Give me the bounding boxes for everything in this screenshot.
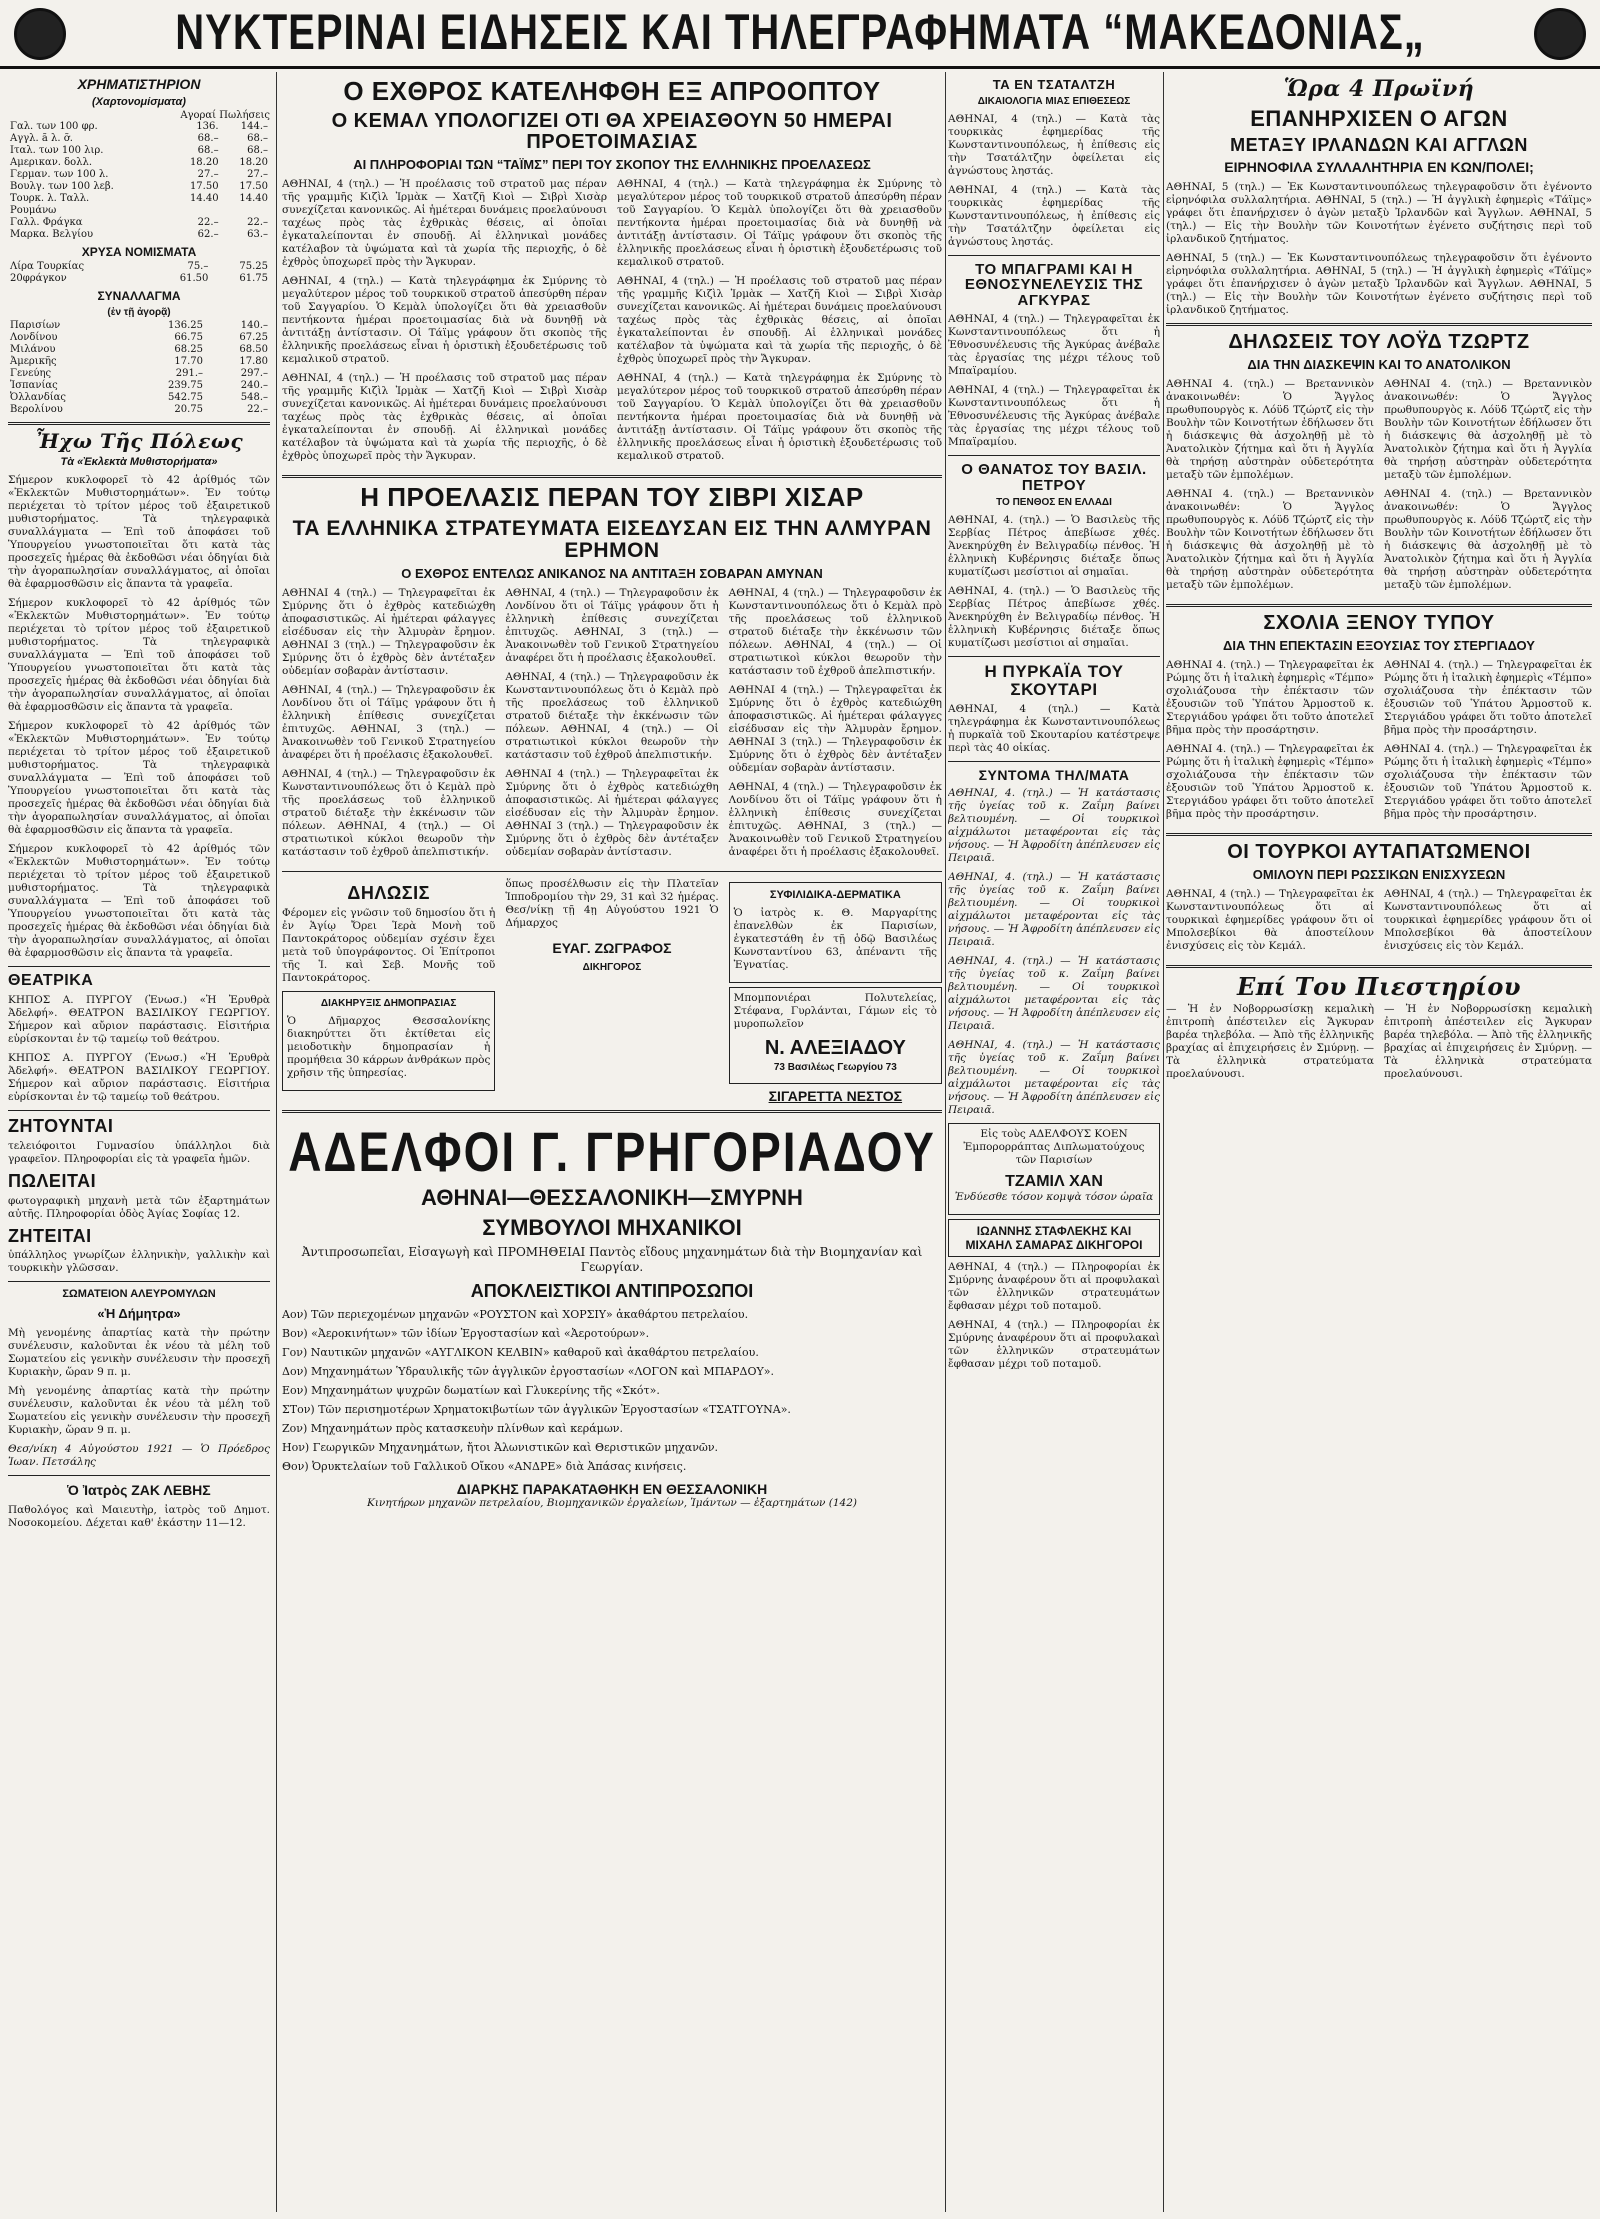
fx-row bbox=[8, 380, 270, 392]
col4-t2b: ΑΘΗΝΑΙ 4. (τηλ.) — Βρεταννικὸν ἀνακοινωθέν: Ὁ Ἄγγλος πρωθυπουργὸς κ. Λόϋδ Τζώρτζ εἰς τὴν Βουλὴν τῶν Κοινοτήτων ἐδήλωσεν ὅτι ἡ διάσκεψις θὰ ἀσχοληθῇ μὲ τὸ Ἀνατολικὸν ζήτημα καὶ ὅτι ἡ Ἀγγλία θὰ τηρήσῃ αὐστηρὰν οὐδετερότητα μεταξὺ τῶν ἐμπολέμων. bbox=[1166, 488, 1374, 592]
coin-row-buy: 61.50 bbox=[179, 273, 209, 284]
rate-row-buy: 18.20 bbox=[189, 157, 219, 168]
col3-t1b: ΑΘΗΝΑΙ, 4 (τηλ.) — Κατὰ τὰς τουρκικὰς ἐφημερίδας τῆς Κωνσταντινουπόλεως, ἡ ἐπίθεσις εἰς τὴν Τσατάλτζην ὀφείλεται εἰς ἀγνώστους ληστάς. bbox=[948, 183, 1160, 248]
coins-table bbox=[8, 261, 270, 285]
col4-h2: ΔΗΛΩΣΕΙΣ ΤΟΥ ΛΟΫΔ ΤΖΩΡΤΖ bbox=[1228, 331, 1530, 354]
rate-row bbox=[8, 169, 270, 181]
col4-h1c: ΕΙΡΗΝΟΦΙΛΑ ΣΥΛΛΑΛΗΤΗΡΙΑ ΕΝ ΚΩΝ/ΠΟΛΕΙ; bbox=[1224, 159, 1534, 176]
fx-row-name: Ἰσπανίας bbox=[10, 380, 58, 391]
fx-row-buy: 239.75 bbox=[168, 380, 204, 391]
section-text: Σήμερον κυκλοφορεῖ τὸ 42 ἀρίθμός τῶν «Ἐκλεκτῶν Μυθιστορημάτων». Ἐν τούτῳ περιέχεται τὸ τρίτον μέρος τοῦ ἐξαιρετικοῦ μυθιστορήματος. Τὰ τηλεγραφικὰ συναλλάγματα — Ἐπὶ τοῦ ἀποφάσει τοῦ Ὑπουργείου γνωστοποιεῖται ὅτι κατὰ τὰς προσεχεῖς ἡμέρας θὰ ἐκδοθῶσι νέαι ὁδηγίαι διὰ τὴν ἀγοραπωλησίαν συναλλάγματος, αἱ ὁποῖαι θὰ ἐφαρμοσθῶσιν εἰς ἅπαντα τὰ γραφεῖα. bbox=[8, 474, 270, 590]
fx-row bbox=[8, 392, 270, 404]
sale-text: φωτογραφικὴ μηχανὴ μετὰ τῶν ἐξαρτημάτων αὐτῆς. Πληροφορίαι ὁδὸς Ἀγίας Σοφίας 12. bbox=[8, 1194, 270, 1220]
bulletin-title: Ὥρα 4 Πρωϊνή bbox=[1283, 76, 1475, 102]
divider bbox=[282, 871, 942, 872]
coin-row-sell: 75.25 bbox=[239, 261, 268, 272]
col4-t4b: ΑΘΗΝΑΙ, 4 (τηλ.) — Τηλεγραφεῖται ἐκ Κωνσταντινουπόλεως ὅτι αἱ τουρκικαὶ ἐφημερίδες γράφουν ὅτι οἱ Μπολσεβίκοι θὰ ἀποστείλουν ἐνισχύσεις εἰς τὸν Κεμάλ. bbox=[1384, 888, 1592, 953]
col3-h4: Η ΠΥΡΚΑΪΑ ΤΟΥ ΣΚΟΥΤΑΡΙ bbox=[984, 662, 1124, 700]
rate-row-buy: 22.– bbox=[197, 217, 219, 228]
rate-row-name: Γαλλ. Φράγκα bbox=[10, 217, 83, 228]
doctor-text: Παθολόγος καὶ Μαιευτὴρ, ἰατρὸς τοῦ Δημοτ. Νοσοκομείου. Δέχεται καθ' ἑκάστην 11—12. bbox=[8, 1504, 270, 1530]
col4-story-4 bbox=[1166, 888, 1592, 959]
col4-t3b: ΑΘΗΝΑΙ 4. (τηλ.) — Τηλεγραφεῖται ἐκ Ρώμης ὅτι ἡ ἰταλικὴ ἐφημερὶς «Τέμπο» σχολιάζουσα τὴν ἐπέκτασιν τῶν ἐξουσιῶν τοῦ Ὑπάτου Ἁρμοστοῦ κ. Στεργιάδου γράφει ὅτι τοῦτο ἀποτελεῖ βῆμα πρὸς τὴν προσάρτησιν. bbox=[1166, 743, 1374, 821]
theatre-text: ΚΗΠΟΣ Α. ΠΥΡΓΟΥ (Ἐνωσ.) «Ἡ Ἐρυθρὰ Ἀδελφή». ΘΕΑΤΡΟΝ ΒΑΣΙΛΙΚΟΥ ΓΕΩΡΓΙΟΥ. Σήμερον καὶ αὔριον παράστασις. Εἰσιτήρια εὑρίσκονται ἐν τῷ ταμείῳ τοῦ θεάτρου. bbox=[8, 993, 270, 1045]
rate-row-name: Αγγλ. ã λ. ỡ. bbox=[10, 133, 73, 144]
theatre-title: ΘΕΑΤΡΙΚΑ bbox=[8, 972, 94, 989]
col3-t3: ΑΘΗΝΑΙ, 4. (τηλ.) — Ὁ Βασιλεὺς τῆς Σερβίας Πέτρος ἀπεβίωσε χθές. Ἀνεκηρύχθη ἐν Βελιγραδίῳ πένθος. Ἡ ἑλληνικὴ Κυβέρνησις διέταξε ὅπως κυματίζωσι μεσίστιοι αἱ σημαῖαι. bbox=[948, 514, 1160, 579]
story-2-c3: ΑΘΗΝΑΙ, 4 (τηλ.) — Τηλεγραφοῦσιν ἐκ Λονδίνου ὅτι οἱ Τάϊμς γράφουν ὅτι ἡ ἑλληνικὴ ἐπίθεσις συνεχίζεται ἐπιτυχῶς. ΑΘΗΝΑΙ, 3 (τηλ.) — Ἀνακοινωθὲν τοῦ Γενικοῦ Στρατηγείου ἀναφέρει ὅτι ἡ προέλασις ἐξακολουθεῖ. bbox=[728, 780, 942, 858]
rate-row-sell: 17.50 bbox=[239, 181, 268, 192]
ad-tailor-slogan: Ἐνδύεσθε τόσον κομψὰ τόσον ὡραῖα bbox=[954, 1190, 1154, 1203]
story-2 bbox=[282, 587, 942, 865]
fx-row-sell: 68.50 bbox=[239, 344, 268, 355]
col4-h1b: ΜΕΤΑΞΥ ΙΡΛΑΝΔΩΝ ΚΑΙ ΑΓΓΛΩΝ bbox=[1230, 135, 1528, 156]
ad-lawyers bbox=[948, 1219, 1160, 1257]
headline-2-sub: ΤΑ ΕΛΛΗΝΙΚΑ ΣΤΡΑΤΕΥΜΑΤΑ ΕΙΣΕΔΥΣΑΝ ΕΙΣ ΤΗΝ ΑΛΜΥΡΑΝ ΕΡΗΜΟΝ bbox=[292, 516, 932, 562]
divider bbox=[1166, 323, 1592, 326]
story-1-a2: ΑΘΗΝΑΙ, 4 (τηλ.) — Κατὰ τηλεγράφημα ἐκ Σμύρνης τὸ μεγαλύτερον μέρος τοῦ τουρκικοῦ στρατοῦ ἀπεσύρθη πέραν τοῦ Σαγγαρίου. Ὁ Κεμὰλ ὑπολογίζει ὅτι θὰ χρειασθοῦν πεντήκοντα ἡμέραι προετοιμασίας διὰ νὰ δυνηθῇ νὰ ἀντιτάξῃ ἀντίστασιν. Οἱ Τάϊμς γράφουν ὅτι σκοπὸς τῆς ἑλληνικῆς προελάσεως εἶναι ἡ ὁριστικὴ ἐξουδετέρωσις τοῦ κεμαλικοῦ στρατοῦ. bbox=[282, 275, 607, 366]
col3-t5c: ΑΘΗΝΑΙ, 4. (τηλ.) — Ἡ κατάστασις τῆς ὑγείας τοῦ κ. Ζαΐμη βαίνει βελτιουμένη. — Οἱ τουρκικοὶ αἰχμάλωτοι μεταφέρονται εἰς τὰς νήσους. — Ἡ Ἀφροδίτη ἀπέπλευσεν εἰς Πειραιᾶ. bbox=[948, 954, 1160, 1032]
fx-row-sell: 67.25 bbox=[239, 332, 268, 343]
divider bbox=[948, 455, 1160, 456]
declaration-2-text: ὅπως προσέλθωσιν εἰς τὴν Πλατεῖαν Ἱπποδρομίου τὴν 29, 31 καὶ 32 ἡμέρας. Θεσ/νίκῃ τῇ 4ῃ Αὐγούστου 1921 Ὁ Δήμαρχος bbox=[505, 877, 719, 929]
col3-t1: ΑΘΗΝΑΙ, 4 (τηλ.) — Κατὰ τὰς τουρκικὰς ἐφημερίδας τῆς Κωνσταντινουπόλεως, ἡ ἐπίθεσις εἰς τὴν Τσατάλτζην ὀφείλεται εἰς ἀγνώστους ληστάς. bbox=[948, 112, 1160, 177]
emblem-left-icon bbox=[14, 8, 66, 60]
emblem-right-icon bbox=[1534, 8, 1586, 60]
section-title: Ἦχω Τῆς Πόλεως bbox=[34, 429, 244, 453]
col3-t4: ΑΘΗΝΑΙ, 4 (τηλ.) — Κατὰ τηλεγράφημα ἐκ Κωνσταντινουπόλεως ἡ πυρκαϊὰ τοῦ Σκουταρίου κατέστρεψε περὶ τὰς 40 οἰκίας. bbox=[948, 703, 1160, 755]
col4-story-2 bbox=[1166, 378, 1592, 598]
rate-row-name: Μαρκα. Βελγίου bbox=[10, 229, 94, 240]
column-2 bbox=[282, 72, 942, 2212]
divider bbox=[1166, 833, 1592, 836]
ad-perfume-text: Μπομπονιέραι Πολυτελείας, Στέφανα, Γυρλάνται, Γάμων εἰς τὸ μυροπωλεῖον bbox=[733, 991, 937, 1030]
col4-t5b: — Ἡ ἐν Νοβορρωσίσκῃ κεμαλικὴ ἐπιτροπὴ ἀπέστειλεν εἰς Ἄγκυραν βαρέα τηλεβόλα. — Ἀπὸ τῆς ἑλληνικῆς βραχίας αἱ ἐπιχειρήσεις ἐν Σμύρνῃ. — Τὰ ἑλληνικὰ στρατεύματα προελαύνουσι. bbox=[1384, 1003, 1592, 1081]
story-1-b: ΑΘΗΝΑΙ, 4 (τηλ.) — Κατὰ τηλεγράφημα ἐκ Σμύρνης τὸ μεγαλύτερον μέρος τοῦ τουρκικοῦ στρατοῦ ἀπεσύρθη πέραν τοῦ Σαγγαρίου. Ὁ Κεμὰλ ὑπολογίζει ὅτι θὰ χρειασθοῦν πεντήκοντα ἡμέραι προετοιμασίας διὰ νὰ δυνηθῇ νὰ ἀντιτάξῃ ἀντίστασιν. Οἱ Τάϊμς γράφουν ὅτι σκοπὸς τῆς ἑλληνικῆς προελάσεως εἶναι ἡ ὁριστικὴ ἐξουδετέρωσις τοῦ κεμαλικοῦ στρατοῦ. bbox=[617, 178, 942, 269]
col4-t2c: ΑΘΗΝΑΙ 4. (τηλ.) — Βρεταννικὸν ἀνακοινωθέν: Ὁ Ἄγγλος πρωθυπουργὸς κ. Λόϋδ Τζώρτζ εἰς τὴν Βουλὴν τῶν Κοινοτήτων ἐδήλωσεν ὅτι ἡ διάσκεψις θὰ ἀσχοληθῇ μὲ τὸ Ἀνατολικὸν ζήτημα καὶ ὅτι ἡ Ἀγγλία θὰ τηρήσῃ αὐστηρὰν οὐδετερότητα μεταξὺ τῶν ἐμπολέμων. bbox=[1384, 378, 1592, 482]
column-3 bbox=[948, 72, 1160, 2212]
section-text-2: Σήμερον κυκλοφορεῖ τὸ 42 ἀρίθμός τῶν «Ἐκλεκτῶν Μυθιστορημάτων». Ἐν τούτῳ περιέχεται τὸ τρίτον μέρος τοῦ ἐξαιρετικοῦ μυθιστορήματος. Τὰ τηλεγραφικὰ συναλλάγματα — Ἐπὶ τοῦ ἀποφάσει τοῦ Ὑπουργείου γνωστοποιεῖται ὅτι κατὰ τὰς προσεχεῖς ἡμέρας θὰ ἐκδοθῶσι νέαι ὁδηγίαι διὰ τὴν ἀγοραπωλησίαν συναλλάγματος, αἱ ὁποῖαι θὰ ἐφαρμοσθῶσιν εἰς ἅπαντα τὰ γραφεῖα. bbox=[8, 597, 270, 713]
fx-row-name: Βερολίνου bbox=[10, 404, 63, 415]
headline-main: Ο ΕΧΘΡΟΣ ΚΑΤΕΛΗΦΘΗ ΕΞ ΑΠΡΟΟΠΤΟΥ bbox=[343, 76, 881, 106]
fx-row-sell: 140.– bbox=[240, 320, 268, 331]
grigoriadou-line: Ἀντιπροσωπεῖαι, Εἰσαγωγὴ καὶ ΠΡΟΜΗΘΕΙΑΙ Παντὸς εἴδους μηχανημάτων διὰ τὴν Βιομηχανίαν καὶ Γεωργίαν. bbox=[301, 1244, 923, 1274]
rate-row bbox=[8, 145, 270, 157]
grigoriadou-item: ΣΤον) Τῶν περισημοτέρων Χρηματοκιβωτίων τῶν ἀγγλικῶν Ἐργοστασίων «ΤΣΑΤΓΟΥΝΑ». bbox=[282, 1402, 791, 1416]
ad-perfume-title: Ν. ΑΛΕΞΙΑΔΟΥ bbox=[764, 1036, 906, 1059]
col3-t3b: ΑΘΗΝΑΙ, 4. (τηλ.) — Ὁ Βασιλεὺς τῆς Σερβίας Πέτρος ἀπεβίωσε χθές. Ἀνεκηρύχθη ἐν Βελιγραδίῳ πένθος. Ἡ ἑλληνικὴ Κυβέρνησις διέταξε ὅπως κυματίζωσι μεσίστιοι αἱ σημαῖαι. bbox=[948, 585, 1160, 650]
fx-row-sell: 297.– bbox=[240, 368, 268, 379]
section-text-4: Σήμερον κυκλοφορεῖ τὸ 42 ἀρίθμός τῶν «Ἐκλεκτῶν Μυθιστορημάτων». Ἐν τούτῳ περιέχεται τὸ τρίτον μέρος τοῦ ἐξαιρετικοῦ μυθιστορήματος. Τὰ τηλεγραφικὰ συναλλάγματα — Ἐπὶ τοῦ ἀποφάσει τοῦ Ὑπουργείου γνωστοποιεῖται ὅτι κατὰ τὰς προσεχεῖς ἡμέρας θὰ ἐκδοθῶσι νέαι ὁδηγίαι διὰ τὴν ἀγοραπωλησίαν συναλλάγματος, αἱ ὁποῖαι θὰ ἐφαρμοσθῶσιν εἰς ἅπαντα τὰ γραφεῖα. bbox=[8, 843, 270, 959]
fx-row-buy: 17.70 bbox=[174, 356, 204, 367]
rate-row-sell: 68.– bbox=[247, 133, 268, 144]
section-lead: Τὰ «Ἐκλεκτὰ Μυθιστορήματα» bbox=[60, 456, 218, 468]
rate-row-buy: 68.– bbox=[197, 145, 219, 156]
assoc-title: ΣΩΜΑΤΕΙΟΝ ΑΛΕΥΡΟΜΥΛΩΝ bbox=[62, 1288, 216, 1301]
grigoriadou-sub: ΣΥΜΒΟΥΛΟΙ ΜΗΧΑΝΙΚΟΙ bbox=[482, 1214, 742, 1240]
rate-row-name: Αμερικαν. δολλ. bbox=[10, 157, 93, 168]
col3-h1: ΤΑ ΕΝ ΤΣΑΤΑΛΤΖΗ bbox=[992, 77, 1116, 92]
ad-cigarettes: ΣΙΓΑΡΕΤΤΑ ΝΕΣΤΟΣ bbox=[768, 1087, 903, 1104]
wanted-2-text: ὑπάλληλος γνωρίζων ἑλληνικὴν, γαλλικὴν καὶ τουρκικὴν γλῶσσαν. bbox=[8, 1249, 270, 1275]
rate-row bbox=[8, 121, 270, 133]
col3-h5: ΣΥΝΤΟΜΑ ΤΗΛ/ΜΑΤΑ bbox=[978, 767, 1130, 784]
fx-table bbox=[8, 320, 270, 416]
fx-row-buy: 68.25 bbox=[174, 344, 204, 355]
col4-t2: ΑΘΗΝΑΙ 4. (τηλ.) — Βρεταννικὸν ἀνακοινωθέν: Ὁ Ἄγγλος πρωθυπουργὸς κ. Λόϋδ Τζώρτζ εἰς τὴν Βουλὴν τῶν Κοινοτήτων ἐδήλωσεν ὅτι ἡ διάσκεψις θὰ ἀσχοληθῇ μὲ τὸ Ἀνατολικὸν ζήτημα καὶ ὅτι ἡ Ἀγγλία θὰ τηρήσῃ αὐστηρὰν οὐδετερότητα μεταξὺ τῶν ἐμπολέμων. bbox=[1166, 378, 1374, 482]
headline-sub: Ο ΚΕΜΑΛ ΥΠΟΛΟΓΙΖΕΙ ΟΤΙ ΘΑ ΧΡΕΙΑΣΘΟΥΝ 50 ΗΜΕΡΑΙ ΠΡΟΕΤΟΙΜΑΣΙΑΣ bbox=[331, 110, 893, 154]
rate-row-name: Ιταλ. των 100 λιρ. bbox=[10, 145, 104, 156]
rate-row bbox=[8, 205, 270, 217]
coin-row bbox=[8, 273, 270, 285]
rate-row-sell: 63.– bbox=[247, 229, 268, 240]
divider bbox=[948, 656, 1160, 657]
rate-row bbox=[8, 217, 270, 229]
fx-row bbox=[8, 368, 270, 380]
fx-row bbox=[8, 332, 270, 344]
ad-medical bbox=[729, 882, 942, 983]
col4-h4: ΟΙ ΤΟΥΡΚΟΙ ΑΥΤΑΠΑΤΩΜΕΝΟΙ bbox=[1227, 841, 1531, 864]
grigoriadou-item: Θον) Ὀρυκτελαίων τοῦ Γαλλικοῦ Οἴκου «ΑΝΔΡΕ» διὰ Ἀπάσας κινήσεις. bbox=[282, 1459, 687, 1473]
story-2-a: ΑΘΗΝΑΙ 4 (τηλ.) — Τηλεγραφεῖται ἐκ Σμύρνης ὅτι ὁ ἐχθρὸς κατεδιώχθη ἀποφασιστικῶς. Αἱ ἡμέτεραι φάλαγγες εἰσέδυσαν εἰς τὴν Ἁλμυρὰν ἔρημον. ΑΘΗΝΑΙ 3 (τηλ.) — Τηλεγραφοῦσιν ἐκ Σμύρνης ὅτι ὁ ἐχθρὸς δὲν ἀντέταξεν οὐδεμίαν σοβαρὰν ἀντίστασιν. bbox=[282, 586, 496, 677]
divider bbox=[8, 966, 270, 967]
coin-row-name: 20φράγκον bbox=[10, 273, 67, 284]
story-1 bbox=[282, 178, 942, 469]
col4-t1: ΑΘΗΝΑΙ, 5 (τηλ.) — Ἐκ Κωνσταντινουπόλεως τηλεγραφοῦσιν ὅτι ἐγένοντο εἰρηνόφιλα συλλαλητήρια. ΑΘΗΝΑΙ, 5 (τηλ.) — Ἡ ἀγγλικὴ ἐφημερὶς «Τάϊμς» γράφει ὅτι ἐπανήρχισεν ὁ ἀγὼν μεταξὺ Ἰρλανδῶν καὶ Ἄγγλων. ΑΘΗΝΑΙ, 5 (τηλ.) — Εἰς τὴν Βουλὴν τῶν Κοινοτήτων ἐγένετο συζήτησις περὶ τοῦ ἰρλανδικοῦ ζητήματος. bbox=[1166, 181, 1592, 246]
rate-row-buy: 68.– bbox=[197, 133, 219, 144]
divider bbox=[8, 1281, 270, 1282]
col4-t2d: ΑΘΗΝΑΙ 4. (τηλ.) — Βρεταννικὸν ἀνακοινωθέν: Ὁ Ἄγγλος πρωθυπουργὸς κ. Λόϋδ Τζώρτζ εἰς τὴν Βουλὴν τῶν Κοινοτήτων ἐδήλωσεν ὅτι ἡ διάσκεψις θὰ ἀσχοληθῇ μὲ τὸ Ἀνατολικὸν ζήτημα καὶ ὅτι ἡ Ἀγγλία θὰ τηρήσῃ αὐστηρὰν οὐδετερότητα μεταξὺ τῶν ἐμπολέμων. bbox=[1384, 488, 1592, 592]
wanted-2-title: ΖΗΤΕΙΤΑΙ bbox=[8, 1225, 92, 1246]
story-2-a2: ΑΘΗΝΑΙ, 4 (τηλ.) — Τηλεγραφοῦσιν ἐκ Λονδίνου ὅτι οἱ Τάϊμς γράφουν ὅτι ἡ ἑλληνικὴ ἐπίθεσις συνεχίζεται ἐπιτυχῶς. ΑΘΗΝΑΙ, 3 (τηλ.) — Ἀνακοινωθὲν τοῦ Γενικοῦ Στρατηγείου ἀναφέρει ὅτι ἡ προέλασις ἐξακολουθεῖ. bbox=[282, 683, 496, 761]
col3-h3b: ΤΟ ΠΕΝΘΟΣ ΕΝ ΕΛΛΑΔΙ bbox=[996, 497, 1112, 509]
fx-row bbox=[8, 344, 270, 356]
grigoriadou-item: Δον) Μηχανημάτων Ὑδραυλικῆς τῶν ἀγγλικῶν ἐργοστασίων «ΛΟΓΟΝ καὶ ΜΠΑΡΔΟΥ». bbox=[282, 1364, 774, 1378]
divider bbox=[8, 1110, 270, 1111]
col4-t3d: ΑΘΗΝΑΙ 4. (τηλ.) — Τηλεγραφεῖται ἐκ Ρώμης ὅτι ἡ ἰταλικὴ ἐφημερὶς «Τέμπο» σχολιάζουσα τὴν ἐπέκτασιν τῶν ἐξουσιῶν τοῦ Ὑπάτου Ἁρμοστοῦ κ. Στεργιάδου γράφει ὅτι τοῦτο ἀποτελεῖ βῆμα πρὸς τὴν προσάρτησιν. bbox=[1384, 743, 1592, 821]
fx-row bbox=[8, 404, 270, 416]
rate-row-name: Ρουμάνω bbox=[10, 205, 57, 216]
declaration-text: Φέρομεν εἰς γνῶσιν τοῦ δημοσίου ὅτι ἡ ἐν Ἁγίῳ Ὄρει Ἱερὰ Μονὴ τοῦ Παντοκράτορος οὐδεμίαν σχέσιν ἔχει μετὰ τοῦ ὑπογράφοντος. Οἱ Ἐπίτροποι τῆς Ἱ. καὶ Σεβ. Μονῆς τοῦ Παντοκράτορος. bbox=[282, 906, 496, 984]
ad-medical-title: ΣΥΦΙΛΙΔΙΚΑ-ΔΕΡΜΑΤΙΚΑ bbox=[769, 888, 901, 901]
story-2-b2: ΑΘΗΝΑΙ, 4 (τηλ.) — Τηλεγραφοῦσιν ἐκ Κωνσταντινουπόλεως ὅτι ὁ Κεμὰλ πρὸ τῆς προελάσεως τοῦ ἑλληνικοῦ στρατοῦ διέταξε τὴν ἐκκένωσιν τῶν πόλεων. ΑΘΗΝΑΙ, 4 (τηλ.) — Οἱ στρατιωτικοὶ κύκλοι θεωροῦν τὴν κατάστασιν τοῦ ἐχθροῦ ἀπελπιστικήν. bbox=[505, 670, 719, 761]
fx-row-name: Ὀλλανδίας bbox=[10, 392, 67, 403]
rate-row-buy: 27.– bbox=[197, 169, 219, 180]
rate-row-name: Βουλγ. των 100 λεβ. bbox=[10, 181, 114, 192]
column-1 bbox=[8, 72, 270, 2212]
fx-row-buy: 66.75 bbox=[174, 332, 204, 343]
col3-t6b: ΑΘΗΝΑΙ, 4 (τηλ.) — Πληροφορίαι ἐκ Σμύρνης ἀναφέρουν ὅτι αἱ προφυλακαὶ τῶν ἑλληνικῶν στρατευμάτων ἔφθασαν μέχρι τοῦ ποταμοῦ. bbox=[948, 1318, 1160, 1370]
divider bbox=[8, 422, 270, 425]
grigoriadou-item: Εον) Μηχανημάτων ψυχρῶν δωματίων καὶ Γλυκερίνης τῆς «Σκότ». bbox=[282, 1383, 660, 1397]
grigoriadou-foot: ΔΙΑΡΚΗΣ ΠΑΡΑΚΑΤΑΘΗΚΗ ΕΝ ΘΕΣΣΑΛΟΝΙΚΗ bbox=[456, 1480, 768, 1497]
grigoriadou-item: Γον) Ναυτικῶν μηχανῶν «ΑΥΓΛΙΚΟΝ ΚΕΛΒΙΝ» καθαροῦ καὶ ἀκαθάρτου πετρελαίου. bbox=[282, 1345, 759, 1359]
doctor-title: Ὁ Ἰατρὸς ΖΑΚ ΛΕΒΗΣ bbox=[67, 1482, 211, 1499]
masthead-title: ΝΥΚΤΕΡΙΝΑΙ ΕΙΔΗΣΕΙΣ ΚΑΙ ΤΗΛΕΓΡΑΦΗΜΑΤΑ “ΜΑΚΕΔΟΝΙΑΣ„ bbox=[175, 4, 1425, 60]
fx-row-name: Λονδίνου bbox=[10, 332, 58, 343]
col4-story-3 bbox=[1166, 659, 1592, 827]
coin-row bbox=[8, 261, 270, 273]
story-2-c: ΑΘΗΝΑΙ, 4 (τηλ.) — Τηλεγραφοῦσιν ἐκ Κωνσταντινουπόλεως ὅτι ὁ Κεμὰλ πρὸ τῆς προελάσεως τοῦ ἑλληνικοῦ στρατοῦ διέταξε τὴν ἐκκένωσιν τῶν πόλεων. ΑΘΗΝΑΙ, 4 (τηλ.) — Οἱ στρατιωτικοὶ κύκλοι θεωροῦν τὴν κατάστασιν τοῦ ἐχθροῦ ἀπελπιστικήν. bbox=[728, 586, 942, 677]
rate-row-sell: 27.– bbox=[247, 169, 268, 180]
rates-header: Αγοραί Πωλήσεις bbox=[180, 110, 270, 121]
column-divider bbox=[945, 72, 946, 2212]
lawyer-text: ΔΙΚΗΓΟΡΟΣ bbox=[582, 961, 642, 973]
col4-h3b: ΔΙΑ ΤΗΝ ΕΠΕΚΤΑΣΙΝ ΕΞΟΥΣΙΑΣ ΤΟΥ ΣΤΕΡΓΙΑΔΟΥ bbox=[1223, 638, 1535, 654]
fx-row-buy: 136.25 bbox=[168, 320, 204, 331]
grigoriadou-item: Ζον) Μηχανημάτων πρὸς κατασκευὴν πλίνθων καὶ κεράμων. bbox=[282, 1421, 623, 1435]
grigoriadou-title: ΑΔΕΛΦΟΙ Γ. ΓΡΗΓΟΡΙΑΔΟΥ bbox=[288, 1120, 936, 1183]
rate-row-sell: 68.– bbox=[247, 145, 268, 156]
fx-row-buy: 20.75 bbox=[174, 404, 204, 415]
fx-title: ΣΥΝΑΛΛΑΓΜΑ bbox=[97, 289, 181, 303]
rate-row-name: Γαλ. των 100 φρ. bbox=[10, 121, 98, 132]
story-2-a3: ΑΘΗΝΑΙ, 4 (τηλ.) — Τηλεγραφοῦσιν ἐκ Κωνσταντινουπόλεως ὅτι ὁ Κεμὰλ πρὸ τῆς προελάσεως τοῦ ἑλληνικοῦ στρατοῦ διέταξε τὴν ἐκκένωσιν τῶν πόλεων. ΑΘΗΝΑΙ, 4 (τηλ.) — Οἱ στρατιωτικοὶ κύκλοι θεωροῦν τὴν κατάστασιν τοῦ ἐχθροῦ ἀπελπιστικήν. bbox=[282, 767, 496, 858]
ad-lawyers-text: ΙΩΑΝΝΗΣ ΣΤΑΦΛΕΚΗΣ ΚΑΙ ΜΙΧΑΗΛ ΣΑΜΑΡΑΣ ΔΙΚΗΓΟΡΟΙ bbox=[965, 1223, 1143, 1252]
col4-t3c: ΑΘΗΝΑΙ 4. (τηλ.) — Τηλεγραφεῖται ἐκ Ρώμης ὅτι ἡ ἰταλικὴ ἐφημερὶς «Τέμπο» σχολιάζουσα τὴν ἐπέκτασιν τῶν ἐξουσιῶν τοῦ Ὑπάτου Ἁρμοστοῦ κ. Στεργιάδου γράφει ὅτι τοῦτο ἀποτελεῖ βῆμα πρὸς τὴν προσάρτησιν. bbox=[1384, 659, 1592, 737]
divider bbox=[282, 1110, 942, 1113]
rate-row bbox=[8, 193, 270, 205]
story-2-b3: ΑΘΗΝΑΙ 4 (τηλ.) — Τηλεγραφεῖται ἐκ Σμύρνης ὅτι ὁ ἐχθρὸς κατεδιώχθη ἀποφασιστικῶς. Αἱ ἡμέτεραι φάλαγγες εἰσέδυσαν εἰς τὴν Ἁλμυρὰν ἔρημον. ΑΘΗΝΑΙ 3 (τηλ.) — Τηλεγραφοῦσιν ἐκ Σμύρνης ὅτι ὁ ἐχθρὸς δὲν ἀντέταξεν οὐδεμίαν σοβαρὰν ἀντίστασιν. bbox=[505, 767, 719, 858]
column-divider bbox=[1163, 72, 1164, 2212]
rate-row-buy: 136. bbox=[196, 121, 219, 132]
rate-row-sell bbox=[221, 205, 270, 217]
grigoriadou-list bbox=[282, 1308, 942, 1473]
fx-row-name: Παρισίων bbox=[10, 320, 61, 331]
rate-row bbox=[8, 157, 270, 169]
col4-h1: ΕΠΑΝΗΡΧΙΣΕΝ Ο ΑΓΩΝ bbox=[1250, 106, 1508, 132]
masthead bbox=[0, 0, 1600, 69]
grigoriadou-exclusive: ΑΠΟΚΛΕΙΣΤΙΚΟΙ ΑΝΤΙΠΡΟΣΩΠΟΙ bbox=[470, 1280, 754, 1301]
assoc-sign: Θεσ/νίκη 4 Αὐγούστου 1921 — Ὁ Πρόεδρος Ἰωαν. Πετσάλης bbox=[8, 1443, 270, 1469]
col4-t4: ΑΘΗΝΑΙ, 4 (τηλ.) — Τηλεγραφεῖται ἐκ Κωνσταντινουπόλεως ὅτι αἱ τουρκικαὶ ἐφημερίδες γράφουν ὅτι οἱ Μπολσεβίκοι θὰ ἀποστείλουν ἐνισχύσεις εἰς τὸν Κεμάλ. bbox=[1166, 888, 1374, 953]
fx-row-buy: 291.– bbox=[175, 368, 204, 379]
rate-row-sell: 18.20 bbox=[239, 157, 268, 168]
auction-text: Ὁ Δῆμαρχος Θεσσαλονίκης διακηρύττει ὅτι ἐκτίθεται εἰς μειοδοτικὴν δημοπρασίαν ἡ προμήθεια 30 κάρρων ἀνθράκων πρὸς χρῆσιν τῆς ὑπηρεσίας. bbox=[287, 1014, 491, 1079]
story-2-c2: ΑΘΗΝΑΙ 4 (τηλ.) — Τηλεγραφεῖται ἐκ Σμύρνης ὅτι ὁ ἐχθρὸς κατεδιώχθη ἀποφασιστικῶς. Αἱ ἡμέτεραι φάλαγγες εἰσέδυσαν εἰς τὴν Ἁλμυρὰν ἔρημον. ΑΘΗΝΑΙ 3 (τηλ.) — Τηλεγραφοῦσιν ἐκ Σμύρνης ὅτι ὁ ἐχθρὸς δὲν ἀντέταξεν οὐδεμίαν σοβαρὰν ἀντίστασιν. bbox=[728, 683, 942, 774]
column-4 bbox=[1166, 72, 1592, 2212]
fx-row-sell: 240.– bbox=[240, 380, 268, 391]
rate-row bbox=[8, 229, 270, 241]
coin-row-sell: 61.75 bbox=[239, 273, 268, 284]
assoc-subtitle: «Ἡ Δήμητρα» bbox=[97, 1306, 181, 1322]
rate-row-sell: 22.– bbox=[247, 217, 268, 228]
wanted-title: ΖΗΤΟΥΝΤΑΙ bbox=[8, 1115, 114, 1136]
fx-row-name: Γενεύης bbox=[10, 368, 52, 379]
fx-row-sell: 22.– bbox=[247, 404, 268, 415]
exchange-title: ΧΡΗΜΑΤΙΣΤΗΡΙΟΝ bbox=[77, 76, 201, 92]
rate-row-sell: 144.– bbox=[240, 121, 268, 132]
col4-h5: Επί Του Πιεστηρίου bbox=[1236, 972, 1522, 1002]
ad-perfume bbox=[729, 987, 942, 1084]
col3-h1b: ΔΙΚΑΙΟΛΟΓΙΑ ΜΙΑΣ ΕΠΙΘΕΣΕΩΣ bbox=[977, 95, 1131, 107]
divider bbox=[282, 475, 942, 478]
rate-row bbox=[8, 181, 270, 193]
grigoriadou-item: Αον) Τῶν περιεχομένων μηχανῶν «ΡΟΥΣΤΟΝ καὶ ΧΟΡΣΙΥ» ἀκαθάρτου πετρελαίου. bbox=[282, 1307, 749, 1321]
col4-h4b: ΟΜΙΛΟΥΝ ΠΕΡΙ ΡΩΣΣΙΚΩΝ ΕΝΙΣΧΥΣΕΩΝ bbox=[1252, 867, 1506, 883]
exchange-subtitle: (Χαρτονομίσματα) bbox=[92, 96, 186, 108]
rate-row-buy: 17.50 bbox=[189, 181, 219, 192]
fx-row-buy: 542.75 bbox=[168, 392, 204, 403]
auction-title: ΔΙΑΚΗΡΥΞΙΣ ΔΗΜΟΠΡΑΣΙΑΣ bbox=[320, 997, 457, 1009]
rate-row-sell: 14.40 bbox=[239, 193, 268, 204]
coin-row-buy: 75.– bbox=[187, 261, 209, 272]
rate-row bbox=[8, 133, 270, 145]
grigoriadou-item: Ηον) Γεωργικῶν Μηχανημάτων, ἤτοι Ἀλωνιστικῶν καὶ Θεριστικῶν μηχανῶν. bbox=[282, 1440, 719, 1454]
lawyer-title: ΕΥΑΓ. ΖΩΓΡΑΦΟΣ bbox=[552, 939, 672, 956]
grigoriadou-item: Βον) «Ἀεροκινήτων» τῶν ἰδίων Ἐργοστασίων καὶ «Ἀεροτούρων». bbox=[282, 1326, 650, 1340]
story-1-b3: ΑΘΗΝΑΙ, 4 (τηλ.) — Κατὰ τηλεγράφημα ἐκ Σμύρνης τὸ μεγαλύτερον μέρος τοῦ τουρκικοῦ στρατοῦ ἀπεσύρθη πέραν τοῦ Σαγγαρίου. Ὁ Κεμὰλ ὑπολογίζει ὅτι θὰ χρειασθοῦν πεντήκοντα ἡμέραι προετοιμασίας διὰ νὰ δυνηθῇ νὰ ἀντιτάξῃ ἀντίστασιν. Οἱ Τάϊμς γράφουν ὅτι σκοπὸς τῆς ἑλληνικῆς προελάσεως εἶναι ἡ ὁριστικὴ ἐξουδετέρωσις τοῦ κεμαλικοῦ στρατοῦ. bbox=[617, 372, 942, 463]
headline-2-sub-2: Ο ΕΧΘΡΟΣ ΕΝΤΕΛΩΣ ΑΝΙΚΑΝΟΣ ΝΑ ΑΝΤΙΤΑΞΗ ΣΟΒΑΡΑΝ ΑΜΥΝΑΝ bbox=[401, 565, 823, 581]
fx-row-name: Ἀμερικῆς bbox=[10, 356, 57, 367]
col3-t6: ΑΘΗΝΑΙ, 4 (τηλ.) — Πληροφορίαι ἐκ Σμύρνης ἀναφέρουν ὅτι αἱ προφυλακαὶ τῶν ἑλληνικῶν στρατευμάτων ἔφθασαν μέχρι τοῦ ποταμοῦ. bbox=[948, 1260, 1160, 1312]
col4-h2b: ΔΙΑ ΤΗΝ ΔΙΑΣΚΕΨΙΝ ΚΑΙ ΤΟ ΑΝΑΤΟΛΙΚΟΝ bbox=[1247, 357, 1511, 373]
ad-perfume-addr: 73 Βασιλέως Γεωργίου 73 bbox=[773, 1061, 897, 1073]
rates-table bbox=[8, 121, 270, 241]
divider bbox=[1166, 965, 1592, 968]
coins-title: ΧΡΥΣΑ ΝΟΜΙΣΜΑΤΑ bbox=[81, 245, 197, 259]
ad-medical-text: Ὁ ἰατρὸς κ. Θ. Μαργαρίτης ἐπανελθὼν ἐκ Παρισίων, ἐγκατεστάθη ἐν τῇ ὁδῷ Βασιλέως Κωνσταντίνου 63, ἀπέναντι τῆς Ἐγνατίας. bbox=[733, 906, 937, 971]
col3-t5: ΑΘΗΝΑΙ, 4. (τηλ.) — Ἡ κατάστασις τῆς ὑγείας τοῦ κ. Ζαΐμη βαίνει βελτιουμένη. — Οἱ τουρκικοὶ αἰχμάλωτοι μεταφέρονται εἰς τὰς νήσους. — Ἡ Ἀφροδίτη ἀπέπλευσεν εἰς Πειραιᾶ. bbox=[948, 786, 1160, 864]
rate-row-buy bbox=[171, 205, 220, 217]
ad-tailor-name: ΤΖΑΜΙΛ ΧΑΝ bbox=[1005, 1172, 1103, 1190]
sale-title: ΠΩΛΕΙΤΑΙ bbox=[8, 1170, 97, 1191]
divider bbox=[948, 761, 1160, 762]
fx-row-sell: 548.– bbox=[240, 392, 268, 403]
story-1-b2: ΑΘΗΝΑΙ, 4 (τηλ.) — Ἡ προέλασις τοῦ στρατοῦ μας πέραν τῆς γραμμῆς Κιζὶλ Ἰρμὰκ — Χατζῆ Κιοὶ — Σιβρὶ Χισὰρ συνεχίζεται κανονικῶς. Αἱ ἡμέτεραι δυνάμεις προελαύνουσι ταχέως πρὸς τὰς ἐχθρικὰς θέσεις, αἱ ὁποῖαι ἐγκαταλείπονται ἐν σπουδῇ. Αἱ ἑλληνικαὶ μονάδες κατέλαβον τὰ ὑψώματα καὶ τὰ χωρία τῆς περιοχῆς, ὁ δὲ ἐχθρὸς ὑποχωρεῖ πρὸς τὴν Ἄγκυραν. bbox=[617, 275, 942, 366]
story-2-b: ΑΘΗΝΑΙ, 4 (τηλ.) — Τηλεγραφοῦσιν ἐκ Λονδίνου ὅτι οἱ Τάϊμς γράφουν ὅτι ἡ ἑλληνικὴ ἐπίθεσις συνεχίζεται ἐπιτυχῶς. ΑΘΗΝΑΙ, 3 (τηλ.) — Ἀνακοινωθὲν τοῦ Γενικοῦ Στρατηγείου ἀναφέρει ὅτι ἡ προέλασις ἐξακολουθεῖ. bbox=[505, 586, 719, 664]
grigoriadou-cities: ΑΘΗΝΑΙ—ΘΕΣΣΑΛΟΝΙΚΗ—ΣΜΥΡΝΗ bbox=[421, 1184, 803, 1210]
col3-t2: ΑΘΗΝΑΙ, 4 (τηλ.) — Τηλεγραφεῖται ἐκ Κωνσταντινουπόλεως ὅτι ἡ Ἐθνοσυνέλευσις τῆς Ἀγκύρας ἀνέβαλε τὰς ἐργασίας της μέχρι τέλους τοῦ Μπαϊραμίου. bbox=[948, 312, 1160, 377]
declaration-title: ΔΗΛΩΣΙΣ bbox=[347, 882, 430, 903]
fx-subtitle: (ἐν τῇ ἀγορᾷ) bbox=[107, 307, 171, 318]
col4-story-5 bbox=[1166, 1003, 1592, 1087]
rate-row-buy: 14.40 bbox=[189, 193, 219, 204]
column-divider bbox=[276, 72, 277, 2212]
wanted-text: τελειόφοιτοι Γυμνασίου ὑπάλληλοι διὰ γραφεῖον. Πληροφορίαι εἰς τὰ γραφεῖα ἡμῶν. bbox=[8, 1139, 270, 1165]
coin-row-name: Λίρα Τουρκίας bbox=[10, 261, 85, 272]
rate-row-name: Τουρκ. λ. Ταλλ. bbox=[10, 193, 90, 204]
col4-t5: — Ἡ ἐν Νοβορρωσίσκῃ κεμαλικὴ ἐπιτροπὴ ἀπέστειλεν εἰς Ἄγκυραν βαρέα τηλεβόλα. — Ἀπὸ τῆς ἑλληνικῆς βραχίας αἱ ἐπιχειρήσεις ἐν Σμύρνῃ. — Τὰ ἑλληνικὰ στρατεύματα προελαύνουσι. bbox=[1166, 1003, 1374, 1081]
ad-tailor-text: Εἰς τοὺς ΑΔΕΛΦΟΥΣ ΚΟΕΝ Ἐμπορορράπτας Διπλωματούχους τῶν Παρισίων bbox=[963, 1127, 1145, 1166]
fx-row bbox=[8, 320, 270, 332]
col4-h3: ΣΧΟΛΙΑ ΞΕΝΟΥ ΤΥΠΟΥ bbox=[1263, 612, 1495, 635]
headline-sub-2: ΑΙ ΠΛΗΡΟΦΟΡΙΑΙ ΤΩΝ “ΤΑΪΜΣ” ΠΕΡΙ ΤΟΥ ΣΚΟΠΟΥ ΤΗΣ ΕΛΛΗΝΙΚΗΣ ΠΡΟΕΛΑΣΕΩΣ bbox=[353, 157, 871, 173]
assoc-text-2: Μὴ γενομένης ἀπαρτίας κατὰ τὴν πρώτην συνέλευσιν, καλοῦνται ἐκ νέου τὰ μέλη τοῦ Σωματείου εἰς γενικὴν συνέλευσιν τὴν προσεχῆ Κυριακὴν, ὥραν 9 π. μ. bbox=[8, 1385, 270, 1437]
assoc-text: Μὴ γενομένης ἀπαρτίας κατὰ τὴν πρώτην συνέλευσιν, καλοῦνται ἐκ νέου τὰ μέλη τοῦ Σωματείου εἰς γενικὴν συνέλευσιν τὴν προσεχῆ Κυριακὴν, ὥραν 9 π. μ. bbox=[8, 1327, 270, 1379]
fx-row-name: Μιλάνου bbox=[10, 344, 56, 355]
story-1-a: ΑΘΗΝΑΙ, 4 (τηλ.) — Ἡ προέλασις τοῦ στρατοῦ μας πέραν τῆς γραμμῆς Κιζὶλ Ἰρμὰκ — Χατζῆ Κιοὶ — Σιβρὶ Χισὰρ συνεχίζεται κανονικῶς. Αἱ ἡμέτεραι δυνάμεις προελαύνουσι ταχέως πρὸς τὰς ἐχθρικὰς θέσεις, αἱ ὁποῖαι ἐγκαταλείπονται ἐν σπουδῇ. Αἱ ἑλληνικαὶ μονάδες κατέλαβον τὰ ὑψώματα καὶ τὰ χωρία τῆς περιοχῆς, ὁ δὲ ἐχθρὸς ὑποχωρεῖ πρὸς τὴν Ἄγκυραν. bbox=[282, 178, 607, 269]
divider bbox=[1166, 604, 1592, 607]
theatre-text-2: ΚΗΠΟΣ Α. ΠΥΡΓΟΥ (Ἐνωσ.) «Ἡ Ἐρυθρὰ Ἀδελφή». ΘΕΑΤΡΟΝ ΒΑΣΙΛΙΚΟΥ ΓΕΩΡΓΙΟΥ. Σήμερον καὶ αὔριον παράστασις. Εἰσιτήρια εὑρίσκονται ἐν τῷ ταμείῳ τοῦ θεάτρου. bbox=[8, 1051, 270, 1103]
fx-row-sell: 17.80 bbox=[239, 356, 268, 367]
col4-t1b: ΑΘΗΝΑΙ, 5 (τηλ.) — Ἐκ Κωνσταντινουπόλεως τηλεγραφοῦσιν ὅτι ἐγένοντο εἰρηνόφιλα συλλαλητήρια. ΑΘΗΝΑΙ, 5 (τηλ.) — Ἡ ἀγγλικὴ ἐφημερὶς «Τάϊμς» γράφει ὅτι ἐπανήρχισεν ὁ ἀγὼν μεταξὺ Ἰρλανδῶν καὶ Ἄγγλων. ΑΘΗΝΑΙ, 5 (τηλ.) — Εἰς τὴν Βουλὴν τῶν Κοινοτήτων ἐγένετο συζήτησις περὶ τοῦ ἰρλανδικοῦ ζητήματος. bbox=[1166, 252, 1592, 317]
divider bbox=[8, 1475, 270, 1476]
section-text-3: Σήμερον κυκλοφορεῖ τὸ 42 ἀρίθμός τῶν «Ἐκλεκτῶν Μυθιστορημάτων». Ἐν τούτῳ περιέχεται τὸ τρίτον μέρος τοῦ ἐξαιρετικοῦ μυθιστορήματος. Τὰ τηλεγραφικὰ συναλλάγματα — Ἐπὶ τοῦ ἀποφάσει τοῦ Ὑπουργείου γνωστοποιεῖται ὅτι κατὰ τὰς προσεχεῖς ἡμέρας θὰ ἐκδοθῶσι νέαι ὁδηγίαι διὰ τὴν ἀγοραπωλησίαν συναλλάγματος, αἱ ὁποῖαι θὰ ἐφαρμοσθῶσιν εἰς ἅπαντα τὰ γραφεῖα. bbox=[8, 720, 270, 836]
col3-h3: Ο ΘΑΝΑΤΟΣ ΤΟΥ ΒΑΣΙΛ. ΠΕΤΡΟΥ bbox=[961, 460, 1147, 494]
col3-h2: ΤΟ ΜΠΑΓΡΑΜΙ ΚΑΙ Η ΕΘΝΟΣΥΝΕΛΕΥΣΙΣ ΤΗΣ ΑΓΚΥΡΑΣ bbox=[964, 260, 1144, 310]
headline-2: Η ΠΡΟΕΛΑΣΙΣ ΠΕΡΑΝ ΤΟΥ ΣΙΒΡΙ ΧΙΣΑΡ bbox=[360, 482, 864, 513]
fx-row bbox=[8, 356, 270, 368]
col4-t3: ΑΘΗΝΑΙ 4. (τηλ.) — Τηλεγραφεῖται ἐκ Ρώμης ὅτι ἡ ἰταλικὴ ἐφημερὶς «Τέμπο» σχολιάζουσα τὴν ἐπέκτασιν τῶν ἐξουσιῶν τοῦ Ὑπάτου Ἁρμοστοῦ κ. Στεργιάδου γράφει ὅτι τοῦτο ἀποτελεῖ βῆμα πρὸς τὴν προσάρτησιν. bbox=[1166, 659, 1374, 737]
col3-t2b: ΑΘΗΝΑΙ, 4 (τηλ.) — Τηλεγραφεῖται ἐκ Κωνσταντινουπόλεως ὅτι ἡ Ἐθνοσυνέλευσις τῆς Ἀγκύρας ἀνέβαλε τὰς ἐργασίας της μέχρι τέλους τοῦ Μπαϊραμίου. bbox=[948, 383, 1160, 448]
col3-t5d: ΑΘΗΝΑΙ, 4. (τηλ.) — Ἡ κατάστασις τῆς ὑγείας τοῦ κ. Ζαΐμη βαίνει βελτιουμένη. — Οἱ τουρκικοὶ αἰχμάλωτοι μεταφέρονται εἰς τὰς νήσους. — Ἡ Ἀφροδίτη ἀπέπλευσεν εἰς Πειραιᾶ. bbox=[948, 1038, 1160, 1116]
classifieds-row bbox=[282, 878, 942, 1104]
col3-t5b: ΑΘΗΝΑΙ, 4. (τηλ.) — Ἡ κατάστασις τῆς ὑγείας τοῦ κ. Ζαΐμη βαίνει βελτιουμένη. — Οἱ τουρκικοὶ αἰχμάλωτοι μεταφέρονται εἰς τὰς νήσους. — Ἡ Ἀφροδίτη ἀπέπλευσεν εἰς Πειραιᾶ. bbox=[948, 870, 1160, 948]
grigoriadou-foot-text: Κινητήρων μηχανῶν πετρελαίου, Βιομηχανικῶν ἐργαλείων, Ἱμάντων — ἐξαρτημάτων (142) bbox=[366, 1496, 858, 1509]
rate-row-buy: 62.– bbox=[197, 229, 219, 240]
rate-row-name: Γερμαν. των 100 λ. bbox=[10, 169, 109, 180]
ad-tailor bbox=[948, 1123, 1160, 1215]
auction-box bbox=[282, 991, 495, 1091]
story-1-a3: ΑΘΗΝΑΙ, 4 (τηλ.) — Ἡ προέλασις τοῦ στρατοῦ μας πέραν τῆς γραμμῆς Κιζὶλ Ἰρμὰκ — Χατζῆ Κιοὶ — Σιβρὶ Χισὰρ συνεχίζεται κανονικῶς. Αἱ ἡμέτεραι δυνάμεις προελαύνουσι ταχέως πρὸς τὰς ἐχθρικὰς θέσεις, αἱ ὁποῖαι ἐγκαταλείπονται ἐν σπουδῇ. Αἱ ἑλληνικαὶ μονάδες κατέλαβον τὰ ὑψώματα καὶ τὰ χωρία τῆς περιοχῆς, ὁ δὲ ἐχθρὸς ὑποχωρεῖ πρὸς τὴν Ἄγκυραν. bbox=[282, 372, 607, 463]
divider bbox=[948, 255, 1160, 256]
